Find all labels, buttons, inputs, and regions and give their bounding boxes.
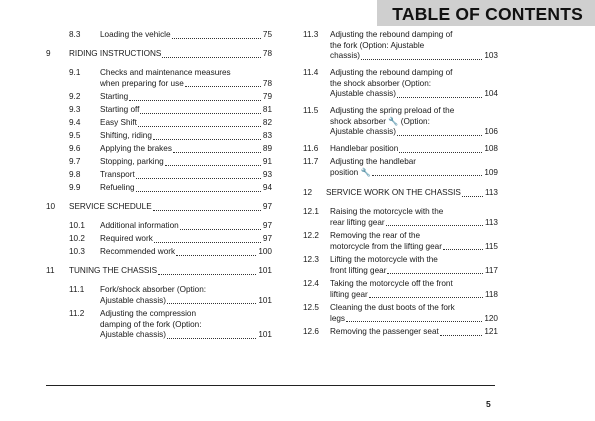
dot-leader [173, 151, 261, 153]
toc-entry-title-line: Loading the vehicle [100, 30, 171, 39]
toc-entry-page: 118 [484, 289, 498, 299]
toc-entry-title-line: Refueling [100, 183, 135, 192]
toc-entry-title-line: Easy Shift [100, 118, 137, 127]
dot-leader [162, 56, 261, 58]
toc-entry-page: 117 [484, 265, 498, 275]
toc-entry-title-line: Starting off [100, 105, 140, 114]
toc-entry-title [100, 131, 272, 142]
toc-entry-title [100, 30, 272, 41]
toc-entry-title [100, 285, 272, 306]
toc-entry-title-line: Shifting, riding [100, 131, 152, 140]
toc-entry-title [100, 118, 272, 129]
toc-entry-page: 108 [484, 144, 498, 153]
toc-entry-number: 9.2 [69, 92, 81, 101]
toc-entry-title-line: Adjusting the compression [100, 309, 197, 318]
toc-entry-page: 103 [484, 51, 498, 60]
toc-entry-page: 100 [258, 247, 272, 256]
toc-entry-title-line: lifting gear [330, 289, 368, 299]
dot-leader [185, 85, 261, 87]
toc-entry-title-line: Lifting the motorcycle with the [330, 255, 438, 264]
toc-entry-title-line: Starting [100, 92, 129, 101]
toc-entry-title-line: Checks and maintenance measures [100, 68, 231, 77]
toc-entry-number: 8.3 [69, 30, 81, 39]
toc-entry-number: 9.9 [69, 183, 81, 192]
toc-entry-title-line: Taking the motorcycle off the front [330, 279, 453, 288]
toc-entry-number: 11.2 [69, 309, 85, 318]
toc-entry-number: 12 [303, 188, 313, 197]
toc-entry-page: 113 [484, 217, 498, 227]
toc-entry-title [69, 49, 272, 60]
toc-entry-title-line: Adjusting the rebound damping of [330, 30, 453, 39]
toc-entry-title-line: legs [330, 313, 346, 323]
toc-entry-number: 9.5 [69, 131, 81, 140]
toc-entry-title [330, 279, 498, 300]
toc-entry-page: 104 [484, 89, 498, 98]
toc-entry-page: 81 [262, 105, 272, 114]
footer-divider [46, 385, 495, 386]
toc-entry-title [330, 30, 498, 62]
toc-entry-title-line: damping of the fork (Option: [100, 319, 202, 329]
toc-entry-number: 9.3 [69, 105, 81, 114]
dot-leader [138, 125, 261, 127]
toc-entry-title [330, 327, 498, 338]
dot-leader [369, 296, 483, 298]
page-number: 5 [486, 399, 491, 409]
toc-entry-number: 9.4 [69, 118, 81, 127]
toc-entry-title [100, 247, 272, 258]
toc-entry-page: 120 [484, 313, 498, 323]
toc-entry-page: 121 [484, 327, 498, 336]
toc-entry-number: 10.2 [69, 234, 85, 243]
toc-entry-title-line: chassis) [330, 51, 361, 60]
toc-entry-title [69, 202, 272, 213]
page-title: TABLE OF CONTENTS [392, 4, 583, 24]
dot-leader [443, 248, 483, 250]
toc-entry-page: 101 [258, 266, 272, 275]
toc-entry-title-line: Stopping, parking [100, 157, 164, 166]
toc-entry-number: 11.3 [303, 30, 319, 39]
toc-entry-page: 78 [262, 49, 272, 58]
toc-entry-title [330, 303, 498, 324]
toc-entry-title-line: Applying the brakes [100, 144, 172, 153]
toc-entry-title [100, 183, 272, 194]
toc-entry-page: 101 [258, 295, 272, 305]
toc-entry-title-line: when preparing for use [100, 78, 184, 88]
toc-entry-number: 9.1 [69, 68, 81, 77]
toc-entry-number: 12.3 [303, 255, 319, 264]
toc-entry-title [100, 221, 272, 232]
dot-leader [140, 112, 260, 114]
toc-entry-number: 10.1 [69, 221, 85, 230]
toc-entry-number: 10 [46, 202, 56, 211]
dot-leader [154, 241, 261, 243]
toc-entry-number: 11.4 [303, 68, 319, 77]
dot-leader [158, 273, 256, 275]
dot-leader [153, 138, 261, 140]
toc-entry-page: 93 [262, 170, 272, 179]
toc-entry-title [100, 144, 272, 155]
toc-entry-title-line: position 🔧 [330, 167, 371, 177]
toc-entry-title-line: Transport [100, 170, 135, 179]
toc-entry-title [100, 105, 272, 116]
toc-entry-title [326, 188, 498, 199]
toc-entry-title [330, 157, 498, 178]
toc-entry-number: 9.7 [69, 157, 81, 166]
toc-entry-page: 106 [484, 127, 498, 136]
toc-entry-title-line: Adjusting the spring preload of the [330, 106, 455, 115]
toc-entry-number: 11 [46, 266, 55, 275]
toc-entry-page: 113 [484, 188, 498, 197]
toc-entry-title-line: SERVICE WORK ON THE CHASSIS [326, 188, 461, 197]
toc-entry-number: 9 [46, 49, 51, 58]
toc-entry-title [100, 92, 272, 103]
toc-entry-page: 78 [262, 78, 272, 88]
dot-leader [361, 58, 482, 60]
toc-entry-title-line: front lifting gear [330, 265, 387, 275]
toc-entry-page: 82 [262, 118, 272, 127]
dot-leader [180, 228, 261, 230]
toc-entry-number: 10.3 [69, 247, 85, 256]
toc-entry-title [330, 255, 498, 276]
toc-entry-title-line: Ajustable chassis) [330, 127, 396, 136]
dot-leader [153, 209, 261, 211]
toc-entry-title-line: Cleaning the dust boots of the fork [330, 303, 455, 312]
toc-entry-title-line: Ajustable chassis) [100, 330, 166, 339]
toc-entry-title [100, 157, 272, 168]
toc-entry-page: 79 [262, 92, 272, 101]
toc-entry-title-line: Required work [100, 234, 153, 243]
toc-entry-page: 97 [262, 234, 272, 243]
toc-entry-number: 12.5 [303, 303, 319, 312]
toc-entry-page: 109 [484, 167, 498, 177]
header-bar [377, 0, 595, 26]
toc-entry-page: 115 [484, 241, 498, 251]
dot-leader [386, 224, 483, 226]
toc-entry-page: 75 [262, 30, 272, 39]
toc-entry-number: 9.6 [69, 144, 81, 153]
toc-entry-page: 97 [262, 202, 272, 211]
toc-entry-title-line: rear lifting gear [330, 217, 385, 227]
dot-leader [167, 302, 256, 304]
toc-entry-title [330, 68, 498, 100]
toc-entry-title-line: Ajustable chassis) [330, 89, 396, 98]
toc-entry-number: 11.7 [303, 157, 319, 166]
toc-entry-title [330, 144, 498, 155]
toc-entry-title-line: Fork/shock absorber (Option: [100, 285, 207, 294]
toc-entry-title-line: Handlebar position [330, 144, 399, 153]
toc-entry-title-line: Adjusting the rebound damping of [330, 68, 453, 77]
toc-entry-title-line: SERVICE SCHEDULE [69, 202, 152, 211]
toc-entry-title-line: Raising the motorcycle with the [330, 207, 444, 216]
dot-leader [346, 320, 482, 322]
dot-leader [167, 337, 256, 339]
toc-entry-title-line: Additional information [100, 221, 179, 230]
toc-entry-page: 97 [262, 221, 272, 230]
toc-entry-title-line: shock absorber 🔧 (Option: [330, 116, 430, 126]
toc-entry-title-line: Ajustable chassis) [100, 295, 166, 305]
toc-entry-page: 91 [262, 157, 272, 166]
dot-leader [440, 334, 483, 336]
toc-entry-title-line: TUNING THE CHASSIS [69, 266, 158, 275]
dot-leader [165, 164, 261, 166]
dot-leader [172, 37, 261, 39]
dot-leader [136, 177, 261, 179]
toc-entry-title [100, 309, 272, 341]
dot-leader [372, 174, 483, 176]
toc-entry-number: 11.5 [303, 106, 319, 115]
dot-leader [397, 96, 482, 98]
toc-entry-title-line: Removing the passenger seat [330, 327, 439, 336]
toc-entry-number: 12.6 [303, 327, 319, 336]
toc-entry-title-line: the shock absorber (Option: [330, 78, 432, 88]
toc-entry-title [100, 68, 272, 89]
dot-leader [397, 134, 482, 136]
dot-leader [387, 272, 483, 274]
toc-entry-title [69, 266, 272, 277]
toc-entry-title-line: the fork (Option: Ajustable [330, 40, 425, 50]
toc-entry-number: 12.1 [303, 207, 319, 216]
toc-entry-title [100, 170, 272, 181]
dot-leader [129, 99, 261, 101]
toc-entry-number: 12.2 [303, 231, 319, 240]
toc-entry-number: 12.4 [303, 279, 319, 288]
toc-entry-page: 101 [258, 330, 272, 339]
toc-entry-title-line: Recommended work [100, 247, 176, 256]
dot-leader [399, 151, 482, 153]
toc-entry-title [100, 234, 272, 245]
toc-entry-number: 9.8 [69, 170, 81, 179]
toc-entry-title-line: motorcycle from the lifting gear [330, 241, 442, 251]
toc-entry-title-line: RIDING INSTRUCTIONS [69, 49, 162, 58]
toc-entry-page: 83 [262, 131, 272, 140]
toc-entry-page: 89 [262, 144, 272, 153]
toc-entry-title [330, 231, 498, 252]
dot-leader [136, 190, 261, 192]
toc-entry-number: 11.1 [69, 285, 85, 294]
toc-entry-title [330, 106, 498, 138]
toc-entry-title-line: Removing the rear of the [330, 231, 421, 240]
dot-leader [462, 195, 483, 197]
toc-entry-title [330, 207, 498, 228]
toc-entry-number: 11.6 [303, 144, 319, 153]
toc-entry-page: 94 [262, 183, 272, 192]
toc-entry-title-line: Adjusting the handlebar [330, 157, 417, 166]
dot-leader [176, 254, 256, 256]
